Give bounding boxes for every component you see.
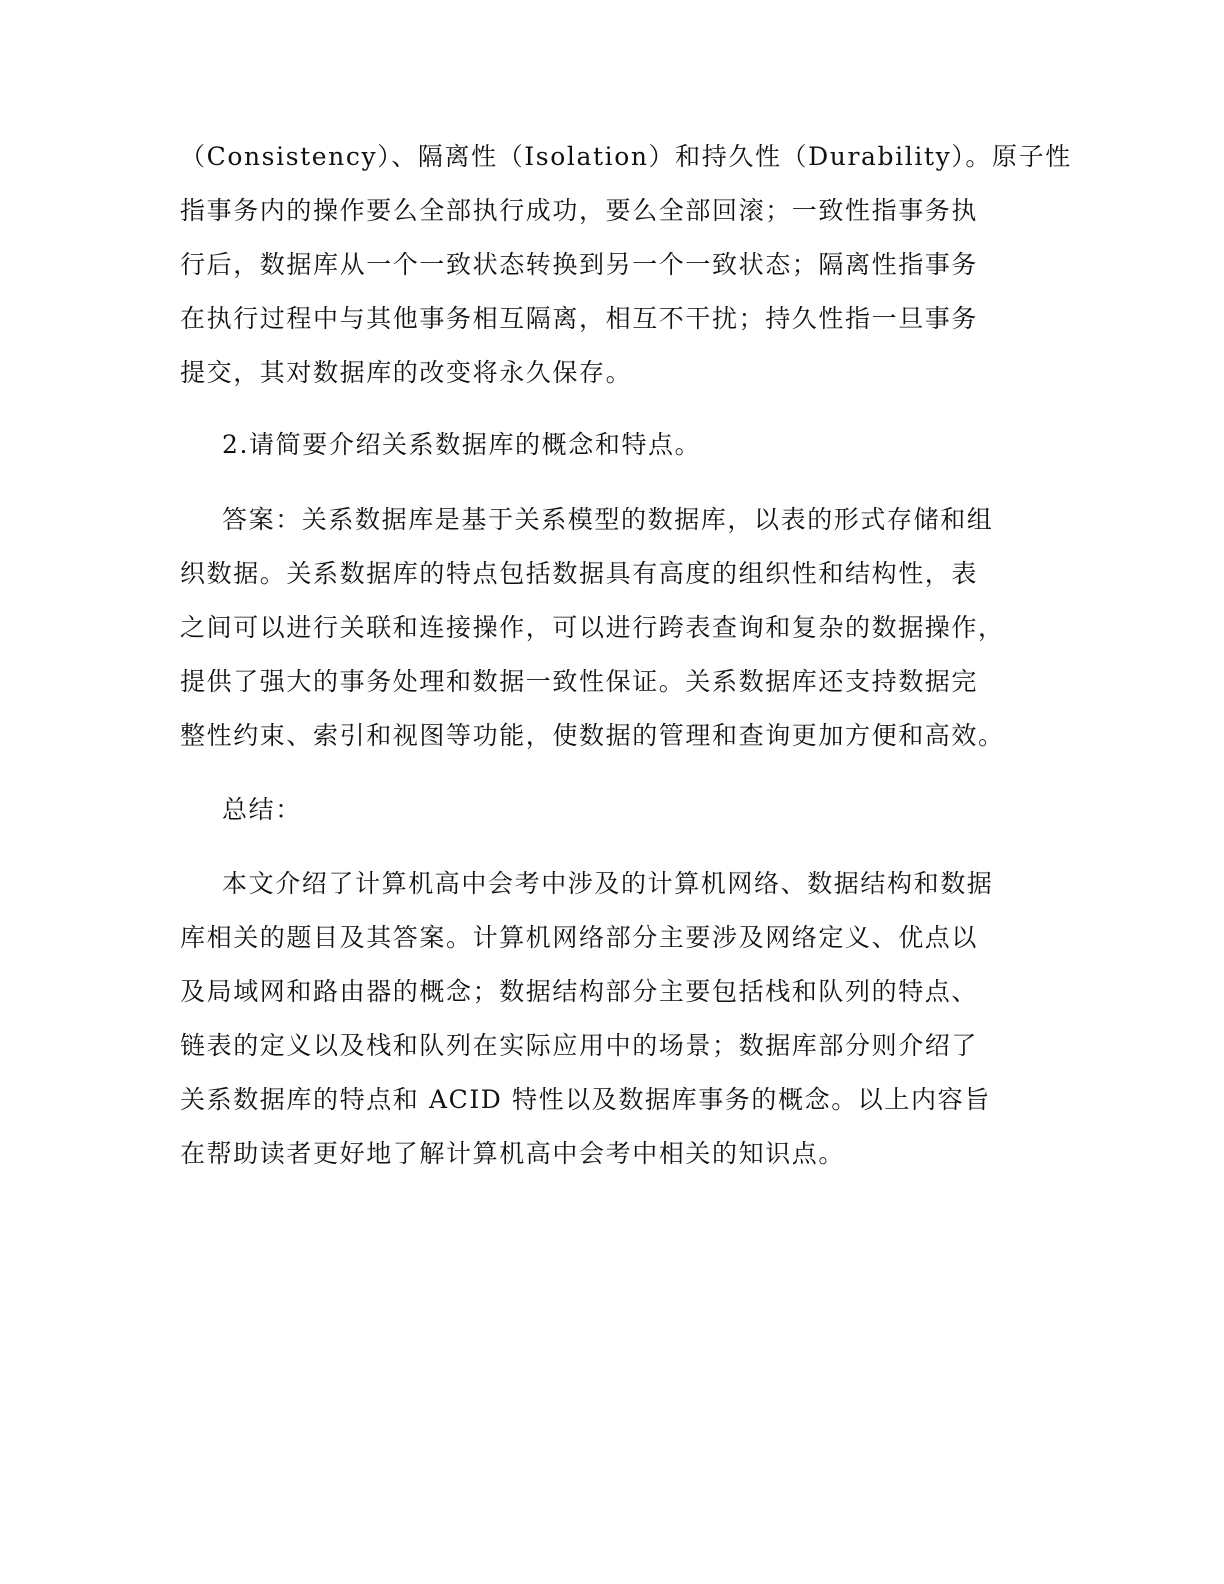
text-line: （Consistency）、隔离性（Isolation）和持久性（Durability）。原子性 <box>180 142 1072 171</box>
text-line: 及局域网和路由器的概念；数据结构部分主要包括栈和队列的特点、 <box>180 977 979 1006</box>
summary-heading <box>180 783 1060 837</box>
paragraph-acid-properties <box>180 130 1072 400</box>
text-line: 本文介绍了计算机高中会考中涉及的计算机网络、数据结构和数据 <box>222 869 994 898</box>
text-line: 整性约束、索引和视图等功能，使数据的管理和查询更加方便和高效。 <box>180 721 1005 750</box>
question-line: 2.请简要介绍关系数据库的概念和特点。 <box>222 430 702 459</box>
text-line: 链表的定义以及栈和队列在实际应用中的场景；数据库部分则介绍了 <box>180 1031 979 1060</box>
text-line: 指事务内的操作要么全部执行成功，要么全部回滚；一致性指事务执 <box>180 196 979 225</box>
text-line: 库相关的题目及其答案。计算机网络部分主要涉及网络定义、优点以 <box>180 923 979 952</box>
summary-paragraph <box>180 857 1060 1181</box>
text-line: 在帮助读者更好地了解计算机高中会考中相关的知识点。 <box>180 1139 846 1168</box>
text-line: 关系数据库的特点和 ACID 特性以及数据库事务的概念。以上内容旨 <box>180 1085 991 1114</box>
text-line: 行后，数据库从一个一致状态转换到另一个一致状态；隔离性指事务 <box>180 250 979 279</box>
text-line: 答案：关系数据库是基于关系模型的数据库，以表的形式存储和组 <box>222 505 994 534</box>
text-line: 提交，其对数据库的改变将永久保存。 <box>180 358 633 387</box>
text-line: 在执行过程中与其他事务相互隔离，相互不干扰；持久性指一旦事务 <box>180 304 979 333</box>
text-line: 之间可以进行关联和连接操作，可以进行跨表查询和复杂的数据操作， <box>180 613 1005 642</box>
text-line: 织数据。关系数据库的特点包括数据具有高度的组织性和结构性，表 <box>180 559 979 588</box>
answer-2 <box>180 493 1060 763</box>
question-2 <box>180 418 1060 472</box>
text-line: 提供了强大的事务处理和数据一致性保证。关系数据库还支持数据完 <box>180 667 979 696</box>
summary-heading-text: 总结： <box>222 795 302 824</box>
